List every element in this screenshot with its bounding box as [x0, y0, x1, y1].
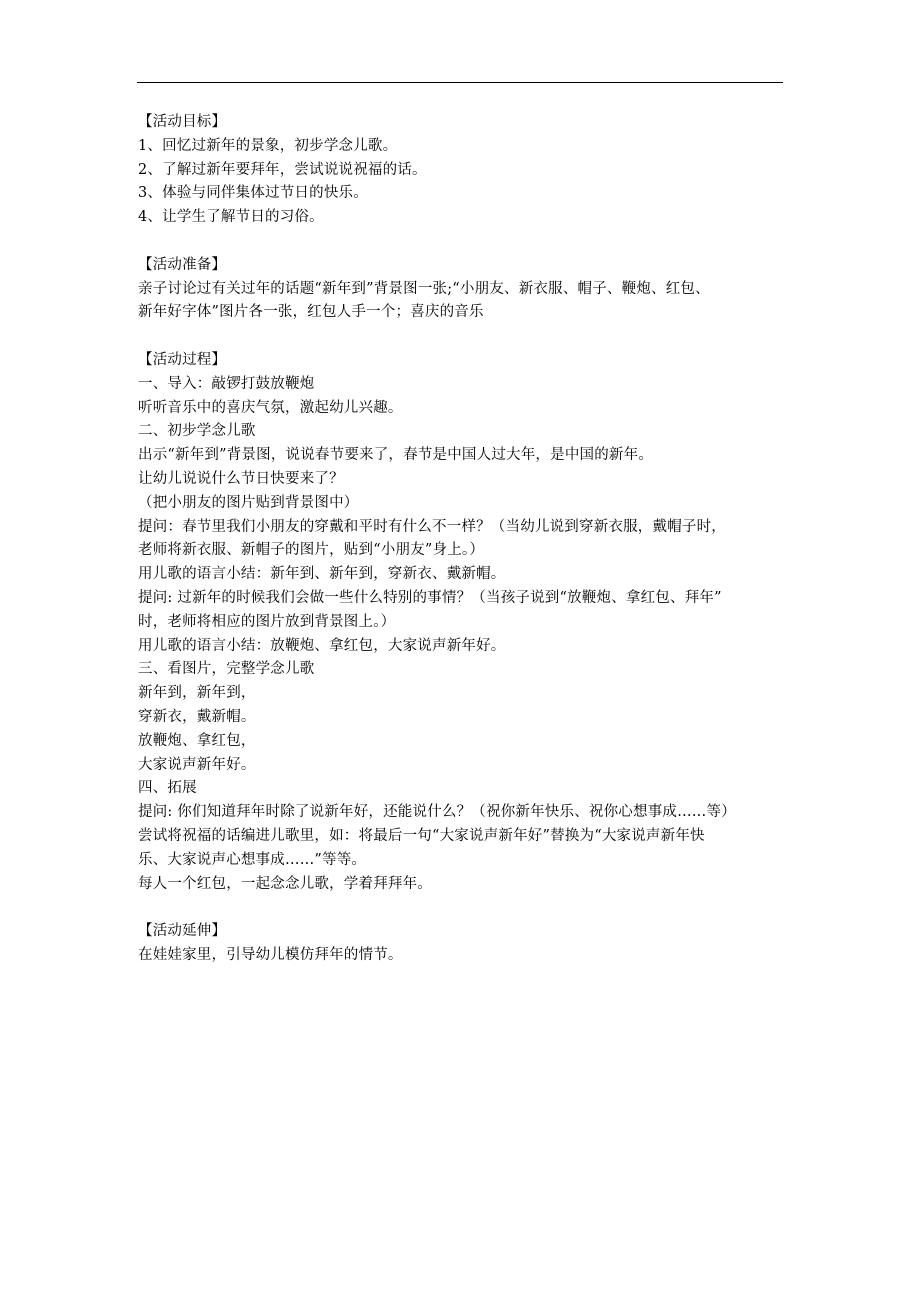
process-line: （把小朋友的图片贴到背景图中）: [138, 494, 359, 511]
process-line: 尝试将祝福的话编进儿歌里，如：将最后一句“大家说声新年好”替换为“大家说声新年快: [138, 827, 705, 844]
section-process: [138, 349, 798, 896]
section-extension: [138, 920, 798, 968]
process-line: 三、看图片，完整学念儿歌: [138, 661, 315, 678]
document-body: [138, 111, 798, 968]
process-line: 老师将新衣服、新帽子的图片，贴到“小朋友”身上。）: [138, 542, 485, 559]
process-line: 听听音乐中的喜庆气氛，激起幼儿兴趣。: [138, 399, 403, 416]
goals-heading: 【活动目标】: [138, 114, 227, 130]
goal-item: 4、让学生了解节日的习俗。: [138, 209, 324, 226]
section-spacer: [138, 896, 798, 920]
prep-line: 亲子讨论过有关过年的话题“新年到”背景图一张;“小朋友、新衣服、帽子、鞭炮、红包、: [138, 280, 710, 297]
goal-item: 1、回忆过新年的景象，初步学念儿歌。: [138, 137, 398, 154]
nursery-rhyme-line: 穿新衣，戴新帽。: [138, 708, 256, 725]
process-line: 乐、大家说声心想事成……”等等。: [138, 851, 367, 868]
nursery-rhyme-line: 新年到，新年到，: [138, 685, 256, 702]
section-spacer: [138, 325, 798, 349]
process-line: 时，老师将相应的图片放到背景图上。）: [138, 613, 396, 630]
section-goals: [138, 111, 798, 230]
process-line: 提问: 你们知道拜年时除了说新年好，还能说什么？（祝你新年快乐、祝你心想事成……等）: [138, 804, 736, 821]
process-line: 四、拓展: [138, 780, 197, 797]
prep-heading: 【活动准备】: [138, 256, 227, 273]
nursery-rhyme-line: 大家说声新年好。: [138, 756, 256, 773]
process-heading: 【活动过程】: [138, 351, 227, 368]
extension-heading: 【活动延伸】: [138, 923, 227, 940]
process-line: 出示“新年到”背景图，说说春节要来了，春节是中国人过大年，是中国的新年。: [138, 447, 654, 464]
process-line: 一、导入：敲锣打鼓放鞭炮: [138, 375, 315, 392]
process-line: 二、初步学念儿歌: [138, 423, 256, 440]
process-line: 提问：春节里我们小朋友的穿戴和平时有什么不一样？（当幼儿说到穿新衣服，戴帽子时，: [138, 518, 726, 535]
goal-item: 2、了解过新年要拜年，尝试说说祝福的话。: [138, 161, 427, 178]
prep-line: 新年好字体”图片各一张，红包人手一个；喜庆的音乐: [138, 304, 484, 321]
process-line: 用儿歌的语言小结：新年到、新年到，穿新衣、戴新帽。: [138, 566, 506, 583]
extension-line: 在娃娃家里，引导幼儿模仿拜年的情节。: [138, 946, 403, 963]
process-line: 让幼儿说说什么节日快要来了？: [138, 470, 344, 487]
header-rule: [137, 82, 783, 83]
process-line: 每人一个红包，一起念念儿歌，学着拜拜年。: [138, 875, 432, 892]
goal-item: 3、体验与同伴集体过节日的快乐。: [138, 185, 368, 202]
section-spacer: [138, 230, 798, 254]
process-line: 用儿歌的语言小结：放鞭炮、拿红包，大家说声新年好。: [138, 637, 506, 654]
nursery-rhyme-line: 放鞭炮、拿红包，: [138, 732, 256, 749]
process-line: 提问: 过新年的时候我们会做一些什么特别的事情？（当孩子说到“放鞭炮、拿红包、拜年”: [138, 589, 722, 606]
section-preparation: [138, 254, 798, 325]
